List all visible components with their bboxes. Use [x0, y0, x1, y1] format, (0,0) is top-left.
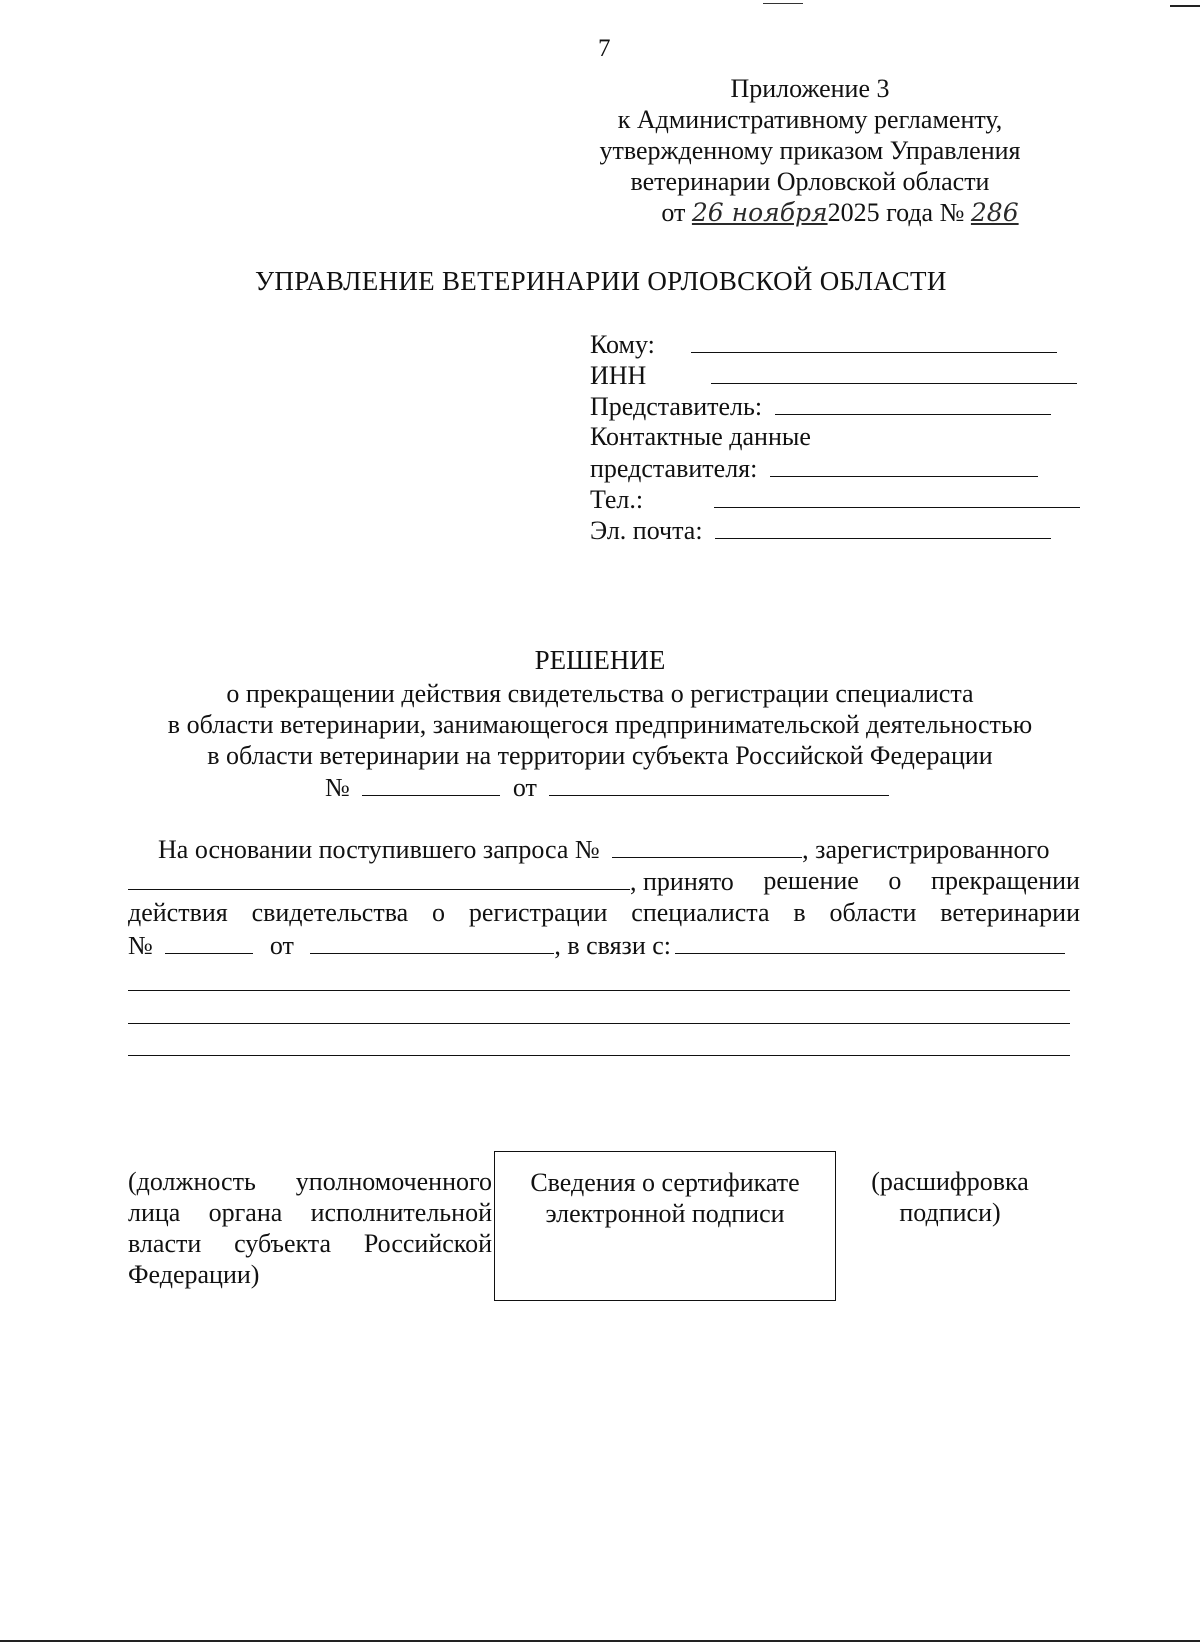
email-label: Эл. почта:: [590, 516, 703, 545]
registration-date-field[interactable]: [128, 865, 630, 890]
body-request-text: На основании поступившего запроса №: [158, 835, 600, 864]
date-suffix: 2025 года №: [827, 198, 965, 227]
appendix-date-line: [560, 197, 1060, 228]
representative-label: Представитель:: [590, 392, 763, 421]
body-row-3-word: свидетельства: [251, 898, 409, 927]
decision-title: РЕШЕНИЕ: [534, 645, 666, 675]
appendix-line-3: утвержденному приказом Управления: [599, 136, 1021, 165]
decision-from-label: от: [512, 773, 537, 802]
organization-title: УПРАВЛЕНИЕ ВЕТЕРИНАРИИ ОРЛОВСКОЙ ОБЛАСТИ: [255, 266, 947, 296]
e-signature-certificate-box: [494, 1151, 836, 1301]
handwritten-number: 286: [970, 198, 1019, 227]
appendix-line-1: Приложение 3: [730, 74, 890, 103]
representative-field[interactable]: [775, 390, 1051, 415]
date-prefix: от: [661, 198, 686, 227]
scan-mark-top: [763, 3, 803, 4]
phone-label: Тел.:: [590, 485, 644, 514]
certificate-caption-2: электронной подписи: [545, 1199, 785, 1228]
body-row-3-word: регистрации: [468, 898, 608, 927]
body-row-3-word: в: [793, 898, 806, 927]
body-word-o: о: [888, 866, 902, 895]
appendix-header: [560, 73, 1060, 228]
decision-line-3: в области ветеринарии на территории субъекта Российской Федерации: [207, 741, 993, 770]
decoding-line-1: (расшифровка: [871, 1167, 1029, 1196]
phone-field[interactable]: [714, 483, 1080, 508]
contact-row-1: [590, 421, 1080, 452]
email-row: [590, 514, 1080, 545]
body-row-2: [128, 865, 1080, 897]
contact-field[interactable]: [770, 452, 1038, 477]
body-row-3-word: о: [432, 898, 445, 927]
body-row-3: [128, 897, 1080, 929]
body-row-3-word: специалиста: [631, 898, 770, 927]
decision-number-label: №: [325, 773, 350, 802]
contact-row-2: [590, 452, 1080, 483]
decision-date-field[interactable]: [549, 771, 889, 796]
body-row-3-word: действия: [128, 898, 228, 927]
decision-number-field[interactable]: [362, 771, 500, 796]
decision-line-1: о прекращении действия свидетельства о регистрации специалиста: [226, 679, 974, 708]
body-word-decision: решение: [763, 866, 859, 895]
decision-line-2: в области ветеринарии, занимающегося предпринимательской деятельностью: [167, 710, 1033, 739]
reason-line-1[interactable]: [128, 990, 1070, 991]
body-row-2-left: [128, 865, 734, 897]
reason-label: , в связи с:: [554, 931, 672, 960]
inn-label: ИНН: [590, 361, 647, 390]
body-row-4: [128, 929, 1080, 961]
body-word-termination: прекращении: [931, 866, 1080, 895]
reason-field[interactable]: [675, 929, 1065, 954]
appendix-line-4: ветеринарии Орловской области: [630, 167, 990, 196]
reason-line-2[interactable]: [128, 1023, 1070, 1024]
representative-row: [590, 390, 1080, 421]
request-number-field[interactable]: [612, 833, 802, 858]
page-number: 7: [598, 35, 611, 62]
recipient-block: [590, 328, 1080, 545]
certificate-number-label: №: [128, 931, 153, 960]
signature-decoding-caption: [860, 1166, 1040, 1228]
recipient-to-row: [590, 328, 1080, 359]
contact-label-2: представителя:: [590, 454, 758, 483]
decision-body: [128, 833, 1080, 961]
body-row-1: [128, 833, 1080, 865]
phone-row: [590, 483, 1080, 514]
decision-subtitle: [0, 678, 1200, 771]
certificate-number-field[interactable]: [165, 929, 253, 954]
certificate-from-label: от: [269, 931, 294, 960]
certificate-date-field[interactable]: [310, 929, 554, 954]
decoding-line-2: подписи): [899, 1198, 1001, 1227]
recipient-to-label: Кому:: [590, 330, 655, 359]
reason-line-3[interactable]: [128, 1055, 1070, 1056]
inn-field[interactable]: [711, 359, 1077, 384]
body-registered-text: , зарегистрированного: [802, 835, 1050, 864]
body-row-3-word: области: [829, 898, 917, 927]
scan-mark-corner: [1170, 5, 1200, 7]
contact-label-1: Контактные данные: [590, 422, 811, 451]
decision-number-row: [325, 771, 889, 803]
inn-row: [590, 359, 1080, 390]
recipient-to-field[interactable]: [691, 328, 1057, 353]
appendix-line-2: к Административному регламенту,: [617, 105, 1003, 134]
page-bottom-edge: [0, 1640, 1200, 1642]
body-row-3-word: ветеринарии: [940, 898, 1080, 927]
official-position-caption: (должность уполномоченного лица органа исполнительной власти субъекта Российской Федерации): [128, 1167, 492, 1289]
email-field[interactable]: [715, 514, 1051, 539]
certificate-caption-1: Сведения о сертификате: [530, 1168, 800, 1197]
handwritten-date: 26 ноября: [691, 198, 828, 227]
body-accepted-text: , принято: [630, 867, 734, 896]
